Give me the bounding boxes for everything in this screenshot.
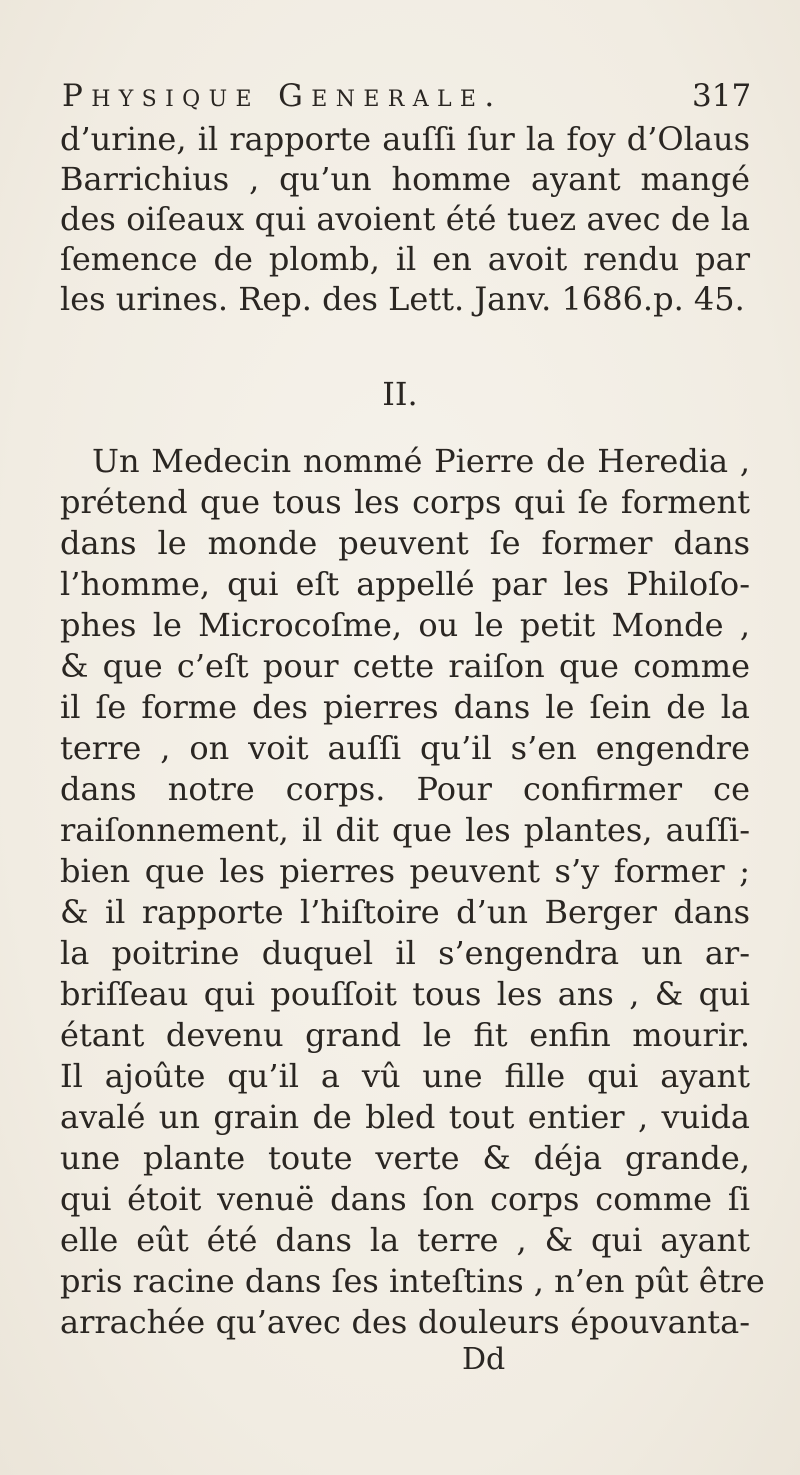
section-number: II.: [382, 375, 418, 413]
running-head-title: Physique Generale.: [62, 78, 503, 114]
text-line: elle eût été dans la terre , & qui ayant: [60, 1221, 750, 1259]
text-line: terre , on voit auſſi qu’il s’en engendre: [60, 729, 750, 767]
text-line: briſſeau qui pouſſoit tous les ans , & qui: [60, 975, 750, 1013]
text-line: & il rapporte l’hiſtoire d’un Berger dans: [60, 893, 750, 931]
text-line: les urines. Rep. des Lett. Janv. 1686.p. 45.: [60, 280, 745, 318]
text-line: pris racine dans ſes inteſtins , n’en pût être: [60, 1262, 765, 1300]
text-line: il ſe forme des pierres dans le ſein de la: [60, 688, 750, 726]
text-line: l’homme, qui eſt appellé par les Philoſo-: [60, 565, 750, 603]
text-line: qui étoit venuë dans ſon corps comme ſi: [60, 1180, 750, 1218]
text-line: bien que les pierres peuvent s’y former ;: [60, 852, 750, 890]
text-line: étant devenu grand le fit enfin mourir.: [60, 1016, 750, 1054]
text-line: & que c’eſt pour cette raiſon que comme: [60, 647, 750, 685]
text-line: avalé un grain de bled tout entier , vuida: [60, 1098, 750, 1136]
text-line: dans le monde peuvent ſe former dans: [60, 524, 750, 562]
text-line: raiſonnement, il dit que les plantes, auſſi-: [60, 811, 750, 849]
text-line: prétend que tous les corps qui ſe forment: [60, 483, 750, 521]
text-line: Barrichius , qu’un homme ayant mangé: [60, 160, 750, 198]
page-number: 317: [692, 78, 752, 114]
text-line: la poitrine duquel il s’engendra un ar-: [60, 934, 750, 972]
signature-mark: Dd: [462, 1342, 506, 1377]
text-line: Un Medecin nommé Pierre de Heredia ,: [92, 442, 750, 480]
text-line: ſemence de plomb, il en avoit rendu par: [60, 240, 750, 278]
text-line: arrachée qu’avec des douleurs épouvanta-: [60, 1303, 750, 1341]
text-line: phes le Microcoſme, ou le petit Monde ,: [60, 606, 750, 644]
text-line: Il ajoûte qu’il a vû une fille qui ayant: [60, 1057, 750, 1095]
text-line: d’urine, il rapporte auſſi ſur la foy d’Olaus: [60, 120, 750, 158]
text-line: des oiſeaux qui avoient été tuez avec de la: [60, 200, 750, 238]
running-head: [62, 78, 762, 114]
text-line: dans notre corps. Pour confirmer ce: [60, 770, 750, 808]
text-line: une plante toute verte & déja grande,: [60, 1139, 750, 1177]
